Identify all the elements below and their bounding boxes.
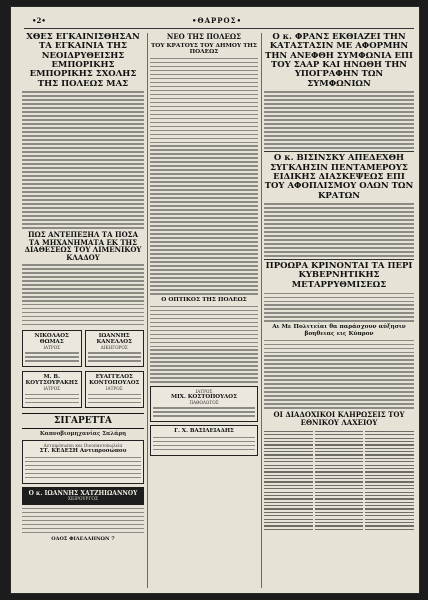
masthead-rule: [24, 28, 414, 29]
paper-name: •ΘΑΡΡΟΣ•: [192, 16, 243, 25]
article-body: [22, 91, 144, 228]
ad-row: [22, 369, 144, 410]
masthead: [10, 14, 420, 28]
doctor-ad: ΙΑΤΡΟΣ ΜΙΧ. ΚΟΣΤΟΠΟΥΛΟΣ ΠΑΘΟΛΟΓΟΣ: [150, 386, 258, 422]
headline: ΧΘΕΣ ΕΓΚΑΙΝΙΣΘΗΣΑΝ ΤΑ ΕΓΚΑΙΝΙΑ ΤΗΣ ΝΕΟΙΔΡΥΘΕΙΣΗΣ ΕΜΠΟΡΙΚΗΣ ΕΜΠΟΡΙΚΗΣ ΣΧΟΛΗΣ ΤΗΣ ΠΟΛΕΩΣ ΜΑΣ: [26, 33, 140, 89]
article-body: [264, 293, 414, 322]
column-2: [150, 33, 258, 588]
advertisement: Αντιπρόσωποι και Οινοπαντοπωλεία ΣΤ. ΚΕΔΕΣΗ Αντιπροσώπου: [22, 440, 144, 483]
ad-row: [22, 328, 144, 369]
section-title: ΤΟΥ ΚΡΑΤΟΥΣ ΤΟΥ ΔΗΜΟΥ ΤΗΣ ΠΟΛΕΩΣ: [150, 42, 258, 56]
article-body: [150, 306, 258, 383]
section-title: Ο ΟΠΤΙΚΟΣ ΤΗΣ ΠΟΛΕΩΣ: [161, 296, 247, 303]
headline: ΝΕΟ ΤΗΣ ΠΟΛΕΩΣ: [166, 33, 242, 41]
column-1: [22, 33, 144, 588]
headline: Ο κ. ΒΙΣΙΝΣΚΥ ΑΠΕΔΕΧΘΗ ΣΥΓΚΛΗΣΙΝ ΠΕΝΤΑΜΕΡΟΥΣ ΕΙΔΙΚΗΣ ΔΙΑΣΚΕΨΕΩΣ ΕΠΙ ΤΟΥ ΑΦΟΠΛΙΣΜΟΥ ΟΛΩΝ ΤΩΝ ΚΡΑΤΩΝ: [264, 153, 414, 201]
cigarette-ad-subtitle: Καπνοβιομηχανίας Σαλάρη: [39, 431, 127, 438]
column-3: [264, 33, 414, 588]
advertisement: ΝΙΚΟΛΑΟΣ ΘΩΜΑΣ ΙΑΤΡΟΣ: [22, 330, 82, 367]
article-body: [264, 340, 414, 409]
article-body: [22, 264, 144, 325]
subheadline: Αι Με Πολιτείαι θα παράσχουν αύξησιν βοηθειας εις Κύπρον: [272, 324, 406, 337]
lottery-results-table: [264, 429, 414, 532]
headline: ΠΩΣ ΑΝΤΕΠΕΞΗΛ ΤΑ ΠΟΣΑ ΤΑ ΜΗΧΑΝΗΜΑΤΑ ΕΚ ΤΗΣ ΔΙΑΘΕΣΕΩΣ ΤΟΥ ΛΙΜΕΝΙΚΟΥ ΚΛΑΔΟΥ: [24, 229, 142, 262]
advertisement: ΕΥΑΓΓΕΛΟΣ ΚΟΝΤΟΠΟΥΛΟΣ ΙΑΤΡΟΣ: [85, 371, 145, 408]
column-divider: [147, 33, 148, 588]
headline: Ο κ. ΦΡΑΝΣ ΕΚΘΙΑΖΕΙ ΤΗΝ ΚΑΤΑΣΤΑΣΙΝ ΜΕ ΑΦΟΡΜΗΝ ΤΗΝ ΑΝΕΦΘΗ ΣΥΜΦΩΝΙΑ ΕΠΙ ΤΟΥ ΣΑΑΡ ΚΑΙ ΗΝΩΘΗ ΤΗΝ ΥΠΟΓΡΑΦΗΝ ΤΩΝ ΣΥΜΦΩΝΙΩΝ: [265, 33, 413, 89]
ad-footer: ΟΔΟΣ ΦΙΛΕΛΛΗΝΩΝ 7: [51, 535, 115, 542]
section-rule: [264, 259, 414, 260]
headline: ΠΡΟΩΡΑ ΚΡΙΝΟΝΤΑΙ ΤΑ ΠΕΡΙ ΚΥΒΕΡΝΗΤΙΚΗΣ ΜΕΤΑΡΡΥΘΜΙΣΕΩΣ: [265, 261, 413, 290]
advertisement: ΙΩΑΝΝΗΣ ΚΑΝΕΛΛΟΣ ΔΙΚΗΓΟΡΟΣ: [85, 330, 145, 367]
newspaper-page: [10, 6, 420, 594]
article-body: [264, 91, 414, 148]
advertisement: Μ. Β. ΚΟΥΤΣΟΥΡΑΚΗΣ ΙΑΤΡΟΣ: [22, 371, 82, 408]
article-body: [150, 58, 258, 295]
advertisement: Γ. Χ. ΒΑΣΙΛΕΙΑΔΗΣ: [150, 425, 258, 455]
cigarette-ad-title: ΣΙΓΑΡΕΤΤΑ: [22, 413, 144, 429]
page-number: •2•: [32, 16, 46, 25]
headline: ΟΙ ΔΙΑΔΟΧΙΚΟΙ ΚΛΗΡΩΣΕΙΣ ΤΟΥ ΕΘΝΙΚΟΥ ΛΑΧΕΙΟΥ: [273, 410, 405, 427]
article-body: [264, 203, 414, 256]
column-divider: [261, 33, 262, 588]
ad-body: [22, 508, 144, 534]
doctor-ad: Ο κ. ΙΩΑΝΝΗΣ ΧΑΤΖΗΙΩΑΝΝΟΥ ΧΕΙΡΟΥΡΓΟΣ: [22, 487, 144, 505]
section-rule: [264, 151, 414, 152]
